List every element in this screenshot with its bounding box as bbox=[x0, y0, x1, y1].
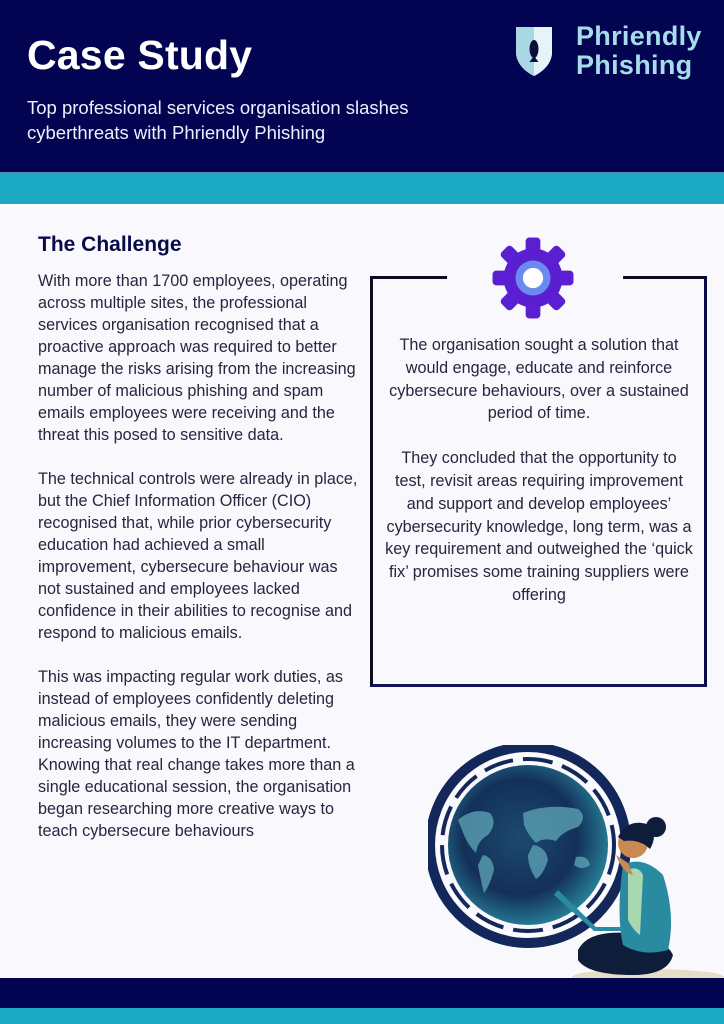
callout-content bbox=[384, 334, 694, 629]
shield-fish-icon bbox=[514, 24, 554, 78]
callout-paragraph-2: They concluded that the opportunity to test, revisit areas requiring improvement and support and develop employees’ cybersecurity knowledge, long term, was a key requirement and outweighed the ‘quick fix’ promises some training suppliers were offering bbox=[385, 449, 693, 604]
woman-globe-illustration bbox=[428, 745, 724, 985]
page-title: Case Study bbox=[27, 32, 253, 78]
page-subtitle: Top professional services organisation slashes cyberthreats with Phriendly Phishing bbox=[27, 97, 409, 143]
challenge-paragraph-2: The technical controls were already in place, but the Chief Information Officer (CIO) recognised that, while prior cybersecurity education had achieved a small improvement, cybersecure behaviour was not sustained and employees lacked confidence in their abilities to recognise and respond to malicious emails. bbox=[38, 470, 358, 642]
challenge-paragraph-1: With more than 1700 employees, operating across multiple sites, the professional services organisation recognised that a proactive approach was required to better manage the risks arising from the increasing number of malicious phishing and spam emails employees were receiving and the threat this posed to sensitive data. bbox=[38, 272, 356, 444]
gear-icon bbox=[487, 232, 579, 324]
accent-band-top bbox=[0, 172, 724, 204]
brand-name-line2: Phishing bbox=[576, 50, 693, 80]
brand-name-line1: Phriendly bbox=[576, 21, 702, 51]
callout-paragraph-1: The organisation sought a solution that would engage, educate and reinforce cybersecure behaviours, over a sustained period of time. bbox=[389, 336, 689, 423]
challenge-section bbox=[38, 233, 358, 864]
brand-name bbox=[576, 22, 702, 80]
footer-band-navy bbox=[0, 978, 724, 1008]
challenge-paragraph-3: This was impacting regular work duties, as instead of employees confidently deleting malicious emails, they were sending increasing volumes to the IT department. Knowing that real change takes more than a single educational session, the organisation began researching more creative ways to teach cybersecure behaviours bbox=[38, 668, 355, 840]
brand-logo bbox=[514, 22, 714, 86]
header-banner bbox=[0, 0, 724, 172]
footer-band-teal bbox=[0, 1008, 724, 1024]
section-heading: The Challenge bbox=[38, 233, 182, 256]
